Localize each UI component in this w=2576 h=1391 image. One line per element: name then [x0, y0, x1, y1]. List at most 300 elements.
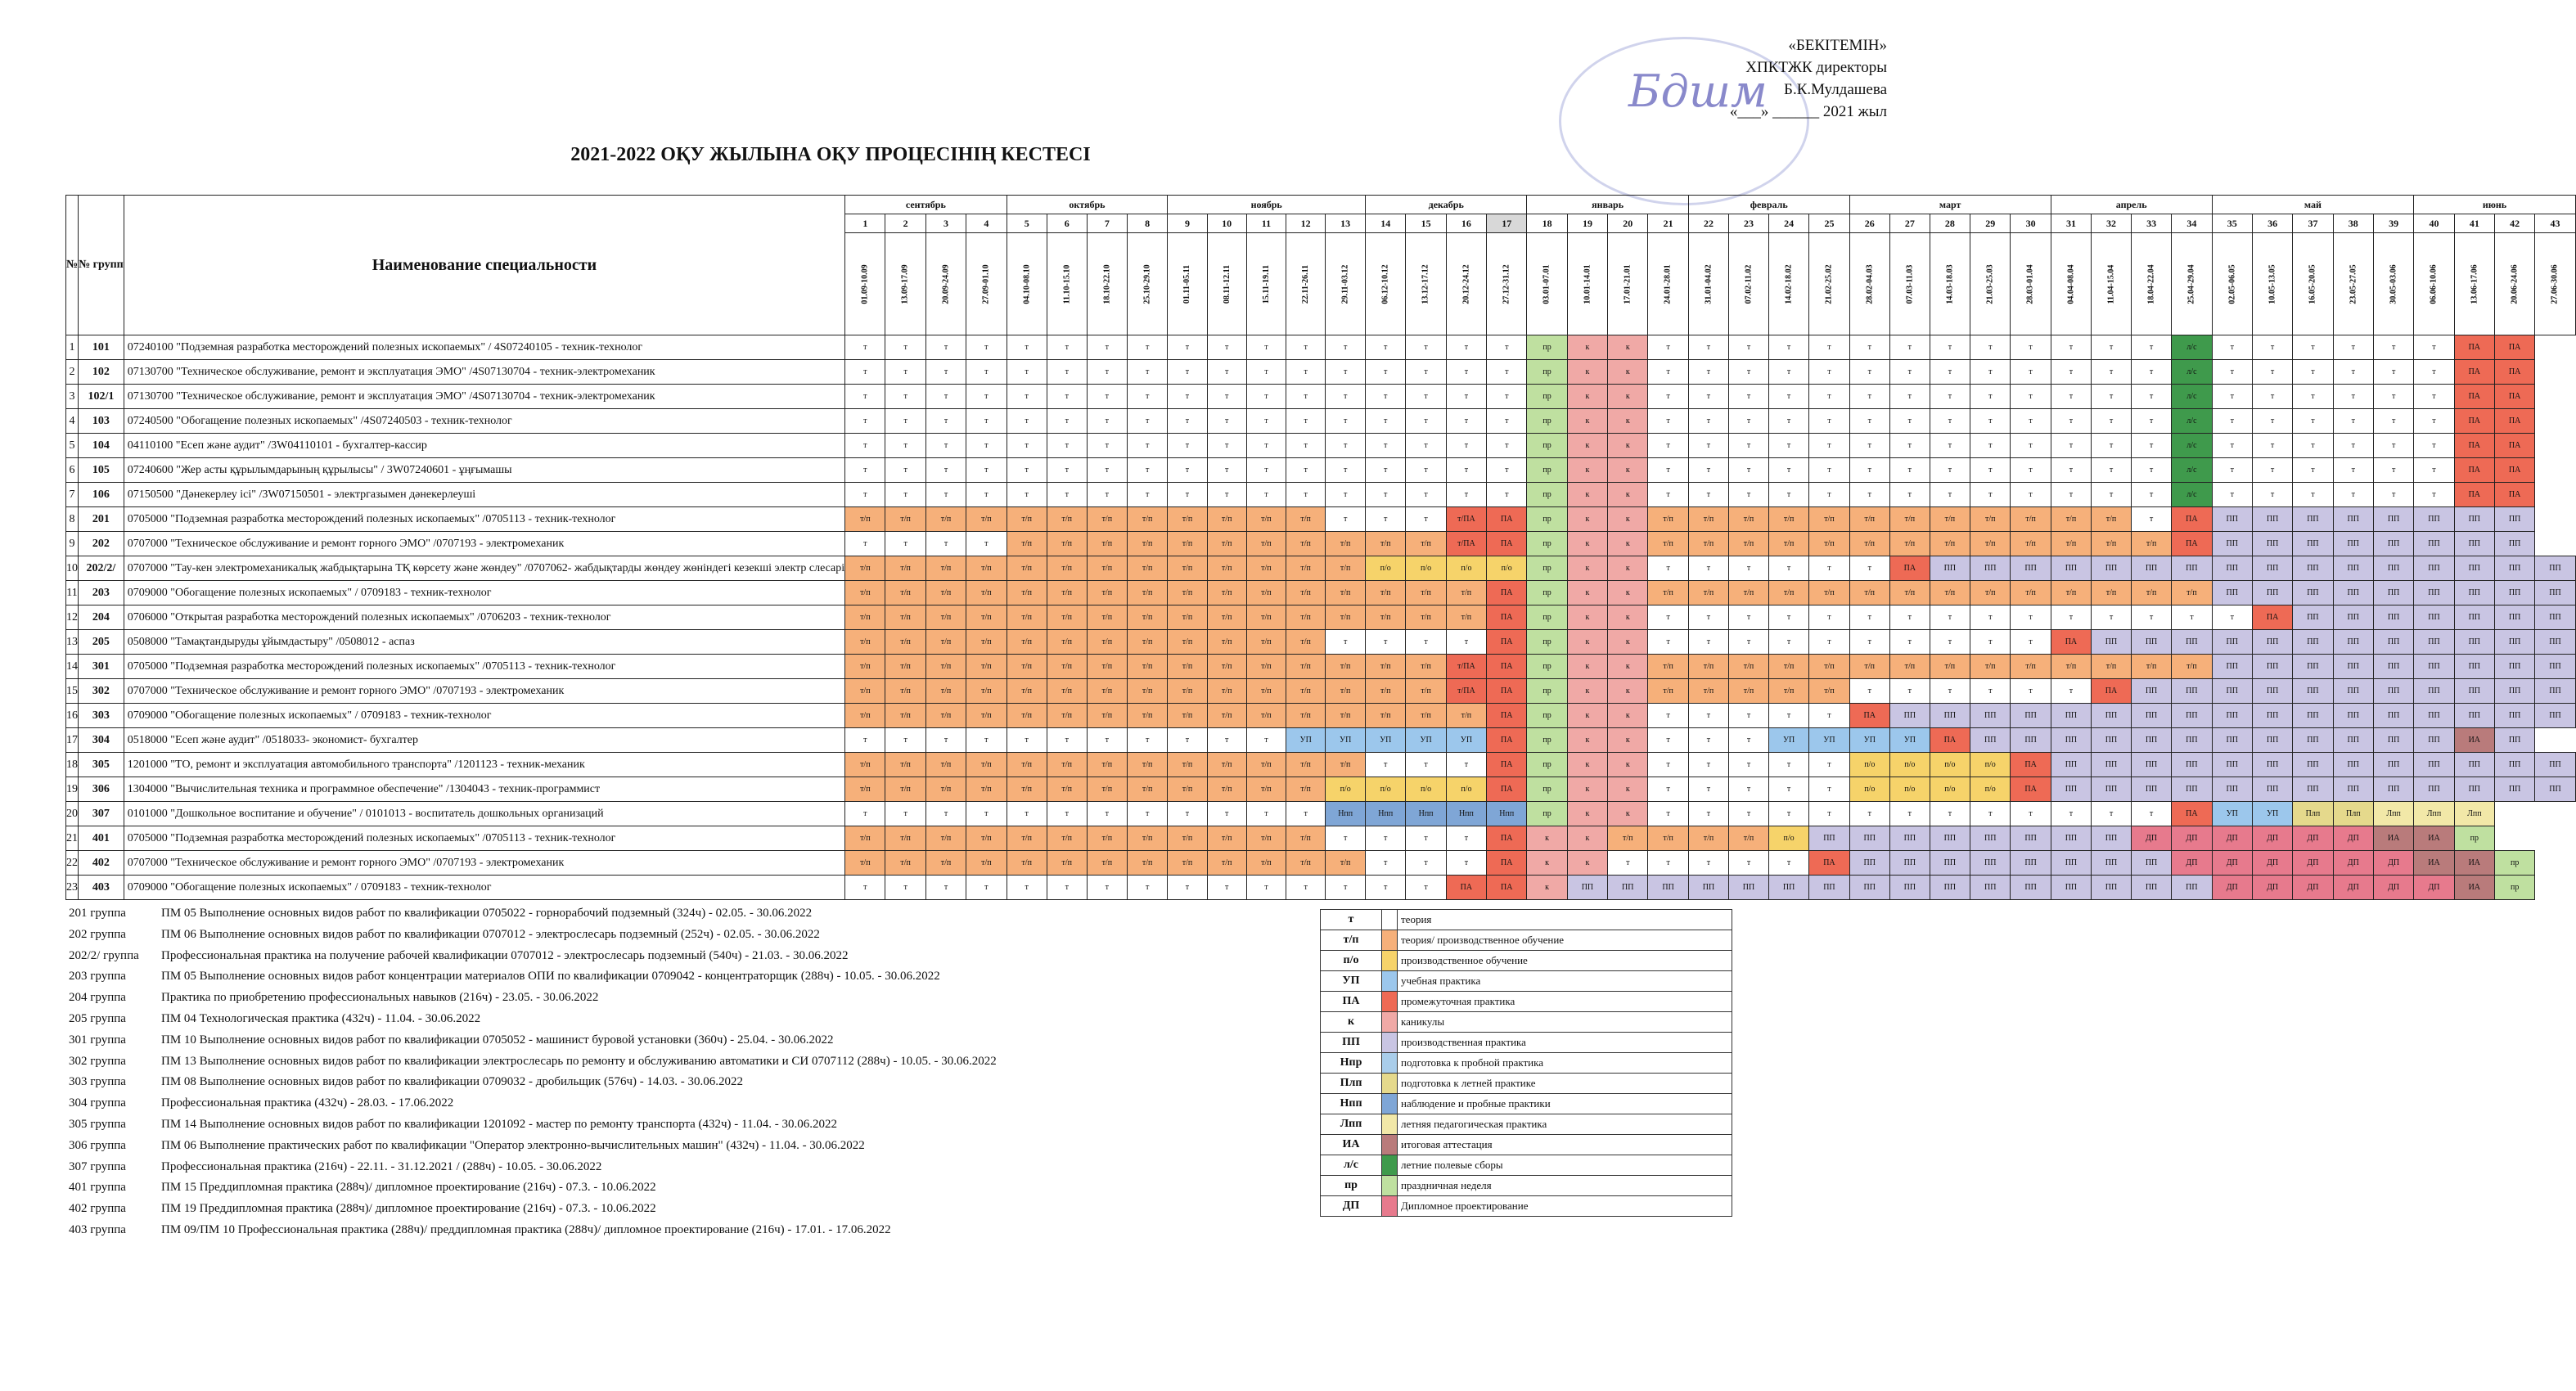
- schedule-cell: т: [1366, 753, 1406, 777]
- schedule-cell: т: [2092, 802, 2132, 826]
- schedule-cell: т: [845, 335, 885, 360]
- schedule-cell: т: [1648, 851, 1688, 876]
- schedule-cell: т: [966, 385, 1007, 409]
- schedule-cell: т/ПА: [1446, 532, 1486, 556]
- schedule-cell: т: [1047, 360, 1087, 385]
- schedule-cell: т/п: [1127, 507, 1167, 532]
- week-number: 42: [2494, 214, 2534, 233]
- schedule-cell: ПП: [2212, 532, 2252, 556]
- schedule-cell: т: [1648, 802, 1688, 826]
- schedule-cell: к: [1567, 728, 1607, 753]
- specialty-name: 1304000 "Вычислительная техника и программное обеспечение" /1304043 - техник-программист: [124, 777, 844, 802]
- schedule-cell: ПП: [1849, 826, 1889, 851]
- schedule-cell: т: [1246, 458, 1286, 483]
- schedule-cell: ДП: [2252, 876, 2292, 900]
- specialty-name: 07240500 "Обогащение полезных ископаемых" /4S07240503 - техник-технолог: [124, 409, 844, 434]
- group-code: 202: [79, 532, 124, 556]
- schedule-cell: т: [925, 876, 966, 900]
- schedule-cell: ПП: [2494, 630, 2534, 655]
- schedule-cell: т: [925, 434, 966, 458]
- schedule-cell: т: [925, 409, 966, 434]
- schedule-cell: Лпп: [2454, 802, 2494, 826]
- schedule-cell: Нпп: [1446, 802, 1486, 826]
- schedule-cell: ПА: [2494, 409, 2534, 434]
- schedule-cell: ПА: [1487, 507, 1527, 532]
- schedule-cell: т/п: [1007, 532, 1047, 556]
- schedule-cell: т/п: [1047, 556, 1087, 581]
- schedule-cell: ПП: [2051, 851, 2091, 876]
- week-number: 3: [925, 214, 966, 233]
- week-dates: [2333, 233, 2373, 335]
- schedule-cell: ПП: [2293, 704, 2333, 728]
- schedule-cell: т/п: [1648, 826, 1688, 851]
- schedule-cell: т/п: [1286, 679, 1326, 704]
- schedule-cell: т: [2131, 483, 2171, 507]
- note-group: 305 группа: [69, 1117, 126, 1131]
- group-code: 303: [79, 704, 124, 728]
- schedule-cell: ПП: [2494, 753, 2534, 777]
- schedule-cell: т/п: [1446, 581, 1486, 605]
- schedule-cell: ПП: [2051, 777, 2091, 802]
- table-row: [66, 434, 2576, 458]
- legend-description: итоговая аттестация: [1398, 1135, 1732, 1155]
- schedule-cell: к: [1608, 335, 1648, 360]
- note-line: [69, 949, 997, 970]
- week-date-label: 28.03-01.04: [2026, 263, 2036, 304]
- week-number: 32: [2092, 214, 2132, 233]
- schedule-cell: ПП: [2535, 777, 2575, 802]
- group-code: 401: [79, 826, 124, 851]
- schedule-cell: ИА: [2454, 728, 2494, 753]
- schedule-cell: т: [1889, 335, 1930, 360]
- week-number: 33: [2131, 214, 2171, 233]
- schedule-cell: т: [1809, 458, 1849, 483]
- schedule-cell: ПА: [2494, 434, 2534, 458]
- schedule-cell: т/п: [1007, 826, 1047, 851]
- week-date-label: 07.03-11.03: [1905, 264, 1915, 304]
- week-date-label: 25.10-29.10: [1142, 263, 1152, 304]
- week-date-label: 10.01-14.01: [1583, 263, 1592, 304]
- schedule-cell: т/п: [1768, 507, 1808, 532]
- note-text: ПМ 10 Выполнение основных видов работ по квалификации 0705052 - машинист буровой установки (360ч) - 25.04. - 30.06.2022: [161, 1033, 834, 1047]
- schedule-cell: т/п: [2051, 581, 2091, 605]
- schedule-cell: т/п: [1047, 605, 1087, 630]
- schedule-cell: ПП: [2494, 777, 2534, 802]
- schedule-cell: т/п: [1648, 581, 1688, 605]
- week-date-label: 31.01-04.02: [1704, 263, 1714, 304]
- schedule-cell: т/п: [1246, 630, 1286, 655]
- schedule-cell: ПА: [2092, 679, 2132, 704]
- schedule-cell: ПП: [2131, 753, 2171, 777]
- schedule-cell: т: [1889, 605, 1930, 630]
- schedule-cell: т/п: [1648, 532, 1688, 556]
- specialty-name: 0705000 "Подземная разработка месторождений полезных ископаемых" /0705113 - техник-технолог: [124, 507, 844, 532]
- schedule-cell: т: [2373, 409, 2413, 434]
- schedule-cell: ПП: [1970, 826, 2011, 851]
- note-line: [69, 1055, 997, 1076]
- schedule-cell: т/п: [1047, 704, 1087, 728]
- schedule-cell: ПП: [2051, 876, 2091, 900]
- schedule-cell: т/п: [1688, 655, 1728, 679]
- group-code: 204: [79, 605, 124, 630]
- schedule-cell: ИА: [2373, 826, 2413, 851]
- schedule-cell: т: [885, 385, 925, 409]
- schedule-cell: т/п: [1207, 605, 1246, 630]
- week-date-label: 13.12-17.12: [1421, 263, 1431, 304]
- schedule-cell: т: [1849, 458, 1889, 483]
- schedule-cell: т: [1930, 335, 1970, 360]
- group-code: 402: [79, 851, 124, 876]
- week-dates: [1127, 233, 1167, 335]
- schedule-cell: ПА: [2494, 360, 2534, 385]
- schedule-cell: ПП: [2454, 704, 2494, 728]
- schedule-cell: т/п: [845, 581, 885, 605]
- legend-swatch: [1382, 1176, 1398, 1196]
- schedule-cell: ПП: [2414, 581, 2454, 605]
- schedule-cell: ПП: [2373, 704, 2413, 728]
- schedule-cell: т/п: [1047, 753, 1087, 777]
- schedule-cell: ПП: [2333, 704, 2373, 728]
- schedule-cell: пр: [1527, 581, 1567, 605]
- schedule-cell: п/о: [1970, 753, 2011, 777]
- schedule-cell: т/п: [1849, 532, 1889, 556]
- schedule-cell: ПП: [2494, 532, 2534, 556]
- schedule-cell: т: [2051, 458, 2091, 483]
- row-number: 10: [66, 556, 79, 581]
- schedule-cell: т: [1487, 434, 1527, 458]
- schedule-cell: т: [2333, 335, 2373, 360]
- schedule-cell: т: [1047, 483, 1087, 507]
- table-row: [66, 630, 2576, 655]
- schedule-cell: т/п: [1809, 507, 1849, 532]
- schedule-cell: т: [1446, 753, 1486, 777]
- schedule-cell: т: [966, 802, 1007, 826]
- schedule-cell: к: [1608, 556, 1648, 581]
- schedule-cell: пр: [1527, 360, 1567, 385]
- schedule-cell: т/п: [1326, 556, 1366, 581]
- header-group: № групп: [79, 196, 124, 335]
- schedule-cell: ПП: [2092, 728, 2132, 753]
- schedule-cell: т/п: [1930, 507, 1970, 532]
- schedule-cell: пр: [1527, 483, 1567, 507]
- specialty-name: 0706000 "Открытая разработка месторождений полезных ископаемых" /0706203 - техник-технолог: [124, 605, 844, 630]
- schedule-cell: т: [1688, 409, 1728, 434]
- schedule-cell: к: [1608, 753, 1648, 777]
- table-row: [66, 753, 2576, 777]
- schedule-cell: т: [885, 483, 925, 507]
- schedule-cell: т/п: [925, 655, 966, 679]
- schedule-cell: п/о: [1366, 556, 1406, 581]
- schedule-cell: ПП: [2051, 826, 2091, 851]
- schedule-cell: т: [1729, 556, 1769, 581]
- schedule-cell: ПА: [1487, 826, 1527, 851]
- legend-row: [1321, 971, 1732, 992]
- legend-swatch: [1382, 1053, 1398, 1074]
- row-number: 19: [66, 777, 79, 802]
- week-date-label: 27.09-01.10: [981, 263, 991, 304]
- note-line: [69, 1075, 997, 1096]
- legend-description: Дипломное проектирование: [1398, 1196, 1732, 1217]
- note-line: [69, 1096, 997, 1118]
- schedule-cell: т: [1930, 360, 1970, 385]
- schedule-cell: т: [1648, 556, 1688, 581]
- schedule-cell: к: [1567, 802, 1607, 826]
- week-date-label: 14.03-18.03: [1945, 263, 1955, 304]
- schedule-cell: т: [1768, 335, 1808, 360]
- schedule-cell: ПП: [2092, 826, 2132, 851]
- schedule-cell: к: [1567, 360, 1607, 385]
- specialty-name: 0707000 "Техническое обслуживание и ремонт горного ЭМО" /0707193 - электромеханик: [124, 532, 844, 556]
- legend-swatch: [1382, 1094, 1398, 1114]
- legend-swatch: [1382, 1074, 1398, 1094]
- schedule-cell: пр: [1527, 385, 1567, 409]
- week-number: 5: [1007, 214, 1047, 233]
- schedule-cell: т: [1286, 458, 1326, 483]
- schedule-cell: ПП: [2373, 507, 2413, 532]
- schedule-cell: ПП: [1567, 876, 1607, 900]
- schedule-cell: ДП: [2333, 851, 2373, 876]
- row-number: 7: [66, 483, 79, 507]
- schedule-cell: т/п: [1246, 532, 1286, 556]
- schedule-cell: т: [845, 728, 885, 753]
- schedule-cell: т: [2011, 458, 2051, 483]
- week-date-label: 27.06-30.06: [2551, 263, 2560, 304]
- schedule-cell: т: [2172, 605, 2212, 630]
- schedule-cell: пр: [1527, 458, 1567, 483]
- schedule-cell: т: [1930, 630, 1970, 655]
- schedule-cell: т: [1087, 458, 1127, 483]
- schedule-cell: ПП: [2333, 777, 2373, 802]
- row-number: 1: [66, 335, 79, 360]
- schedule-cell: т: [1889, 483, 1930, 507]
- schedule-cell: т: [1406, 826, 1446, 851]
- schedule-cell: ДП: [2293, 851, 2333, 876]
- schedule-cell: т: [1768, 458, 1808, 483]
- row-number: 20: [66, 802, 79, 826]
- schedule-cell: Нпп: [1366, 802, 1406, 826]
- schedule-cell: т/п: [1047, 851, 1087, 876]
- week-number: 17: [1487, 214, 1527, 233]
- schedule-cell: т/п: [966, 630, 1007, 655]
- table-row: [66, 581, 2576, 605]
- schedule-cell: т/п: [1246, 753, 1286, 777]
- schedule-cell: ПА: [1487, 728, 1527, 753]
- schedule-cell: т/п: [1007, 704, 1047, 728]
- schedule-cell: т: [2212, 458, 2252, 483]
- row-number: 11: [66, 581, 79, 605]
- schedule-cell: т/п: [1768, 532, 1808, 556]
- schedule-cell: т: [1286, 385, 1326, 409]
- schedule-cell: ПП: [2212, 581, 2252, 605]
- schedule-cell: т/п: [2051, 507, 2091, 532]
- schedule-cell: к: [1567, 483, 1607, 507]
- schedule-cell: т: [2414, 434, 2454, 458]
- schedule-cell: т/п: [885, 704, 925, 728]
- schedule-cell: к: [1608, 630, 1648, 655]
- schedule-cell: к: [1608, 532, 1648, 556]
- schedule-cell: т: [1406, 851, 1446, 876]
- schedule-cell: т: [1326, 483, 1366, 507]
- schedule-cell: т: [1406, 335, 1446, 360]
- legend-swatch: [1382, 910, 1398, 930]
- week-date-label: 08.11-12.11: [1222, 264, 1232, 304]
- schedule-cell: т: [1366, 434, 1406, 458]
- week-dates: [1246, 233, 1286, 335]
- schedule-cell: т: [1007, 728, 1047, 753]
- schedule-cell: т: [1246, 483, 1286, 507]
- note-text: ПМ 14 Выполнение основных видов работ по квалификации 1201092 - мастер по ремонту транспорта (432ч) - 11.04. - 30.06.2022: [161, 1117, 837, 1131]
- schedule-cell: к: [1608, 728, 1648, 753]
- schedule-cell: к: [1567, 704, 1607, 728]
- week-date-label: 23.05-27.05: [2349, 263, 2358, 304]
- schedule-cell: ПА: [1487, 704, 1527, 728]
- specialty-name: 0705000 "Подземная разработка месторождений полезных ископаемых" /0705113 - техник-технолог: [124, 826, 844, 851]
- schedule-cell: т: [1047, 335, 1087, 360]
- schedule-cell: ПА: [1487, 753, 1527, 777]
- schedule-cell: т: [1930, 483, 1970, 507]
- schedule-cell: ПП: [2414, 605, 2454, 630]
- schedule-cell: т: [2011, 409, 2051, 434]
- schedule-cell: т/п: [1087, 605, 1127, 630]
- schedule-cell: ПА: [2172, 532, 2212, 556]
- schedule-cell: т: [1809, 556, 1849, 581]
- schedule-cell: ПА: [2172, 802, 2212, 826]
- schedule-cell: т/п: [1047, 679, 1087, 704]
- week-dates: [1608, 233, 1648, 335]
- director-signature: Бдшм: [1628, 65, 1768, 117]
- schedule-cell: т/п: [1168, 704, 1207, 728]
- schedule-cell: к: [1567, 532, 1607, 556]
- legend-description: теория/ производственное обучение: [1398, 930, 1732, 951]
- schedule-cell: пр: [1527, 704, 1567, 728]
- schedule-cell: т: [1970, 360, 2011, 385]
- schedule-cell: ПП: [2373, 777, 2413, 802]
- schedule-cell: к: [1567, 556, 1607, 581]
- week-date-label: 13.06-17.06: [2470, 263, 2479, 304]
- schedule-cell: к: [1608, 385, 1648, 409]
- legend-swatch: [1382, 1196, 1398, 1217]
- schedule-cell: т: [1487, 409, 1527, 434]
- schedule-cell: Лпп: [2373, 802, 2413, 826]
- month-header: январь: [1527, 196, 1688, 214]
- schedule-cell: ПП: [2333, 507, 2373, 532]
- schedule-cell: ДП: [2131, 826, 2171, 851]
- schedule-cell: т/п: [1688, 581, 1728, 605]
- legend-row: [1321, 930, 1732, 951]
- week-number: 37: [2293, 214, 2333, 233]
- specialty-name: 07150500 "Дәнекерлеу ісі" /3W07150501 - электргазымен дәнекерлеуші: [124, 483, 844, 507]
- schedule-cell: т/п: [1207, 851, 1246, 876]
- schedule-cell: т: [2414, 483, 2454, 507]
- schedule-cell: т/п: [885, 630, 925, 655]
- schedule-cell: ПП: [2494, 728, 2534, 753]
- schedule-cell: т: [1047, 802, 1087, 826]
- legend-swatch: [1382, 1114, 1398, 1135]
- schedule-cell: т: [1286, 335, 1326, 360]
- schedule-cell: ПП: [2172, 728, 2212, 753]
- schedule-cell: ПП: [2333, 655, 2373, 679]
- schedule-cell: т: [1246, 434, 1286, 458]
- schedule-cell: т: [1648, 728, 1688, 753]
- week-date-label: 28.02-04.03: [1865, 263, 1875, 304]
- schedule-cell: т/п: [1286, 532, 1326, 556]
- week-number: 11: [1246, 214, 1286, 233]
- week-date-label: 18.10-22.10: [1102, 263, 1112, 304]
- schedule-cell: т/п: [1168, 851, 1207, 876]
- week-dates: [1970, 233, 2011, 335]
- schedule-cell: т/п: [845, 679, 885, 704]
- schedule-cell: пр: [1527, 802, 1567, 826]
- schedule-cell: т/п: [1007, 655, 1047, 679]
- legend-row: [1321, 1094, 1732, 1114]
- schedule-cell: т: [885, 409, 925, 434]
- schedule-cell: ДП: [2373, 851, 2413, 876]
- schedule-cell: т: [1768, 630, 1808, 655]
- schedule-cell: т: [1688, 802, 1728, 826]
- schedule-cell: к: [1527, 851, 1567, 876]
- schedule-cell: т/п: [1809, 679, 1849, 704]
- week-dates: [2252, 233, 2292, 335]
- schedule-cell: т: [2333, 458, 2373, 483]
- schedule-cell: ПП: [1970, 556, 2011, 581]
- schedule-cell: т/п: [1286, 777, 1326, 802]
- schedule-cell: т: [845, 360, 885, 385]
- schedule-cell: т: [2011, 434, 2051, 458]
- schedule-cell: т/п: [1366, 581, 1406, 605]
- schedule-cell: ДП: [2333, 876, 2373, 900]
- legend-table: [1320, 909, 1732, 1217]
- schedule-cell: ПП: [2252, 704, 2292, 728]
- schedule-cell: т/п: [1768, 655, 1808, 679]
- week-number: 26: [1849, 214, 1889, 233]
- schedule-cell: ПП: [2333, 532, 2373, 556]
- schedule-cell: УП: [1446, 728, 1486, 753]
- row-number: 15: [66, 679, 79, 704]
- schedule-cell: ПП: [2414, 728, 2454, 753]
- table-row: [66, 385, 2576, 409]
- schedule-cell: т: [1286, 483, 1326, 507]
- week-dates: [2092, 233, 2132, 335]
- schedule-cell: т/п: [1007, 605, 1047, 630]
- schedule-cell: т: [1849, 335, 1889, 360]
- schedule-cell: т: [2092, 360, 2132, 385]
- schedule-cell: т: [1366, 876, 1406, 900]
- schedule-cell: к: [1567, 409, 1607, 434]
- note-text: ПМ 05 Выполнение основных видов работ по квалификации 0705022 - горнорабочий подземный (324ч) - 02.05. - 30.06.2022: [161, 907, 813, 920]
- specialty-name: 04110100 "Есеп және аудит" /3W04110101 - бухгалтер-кассир: [124, 434, 844, 458]
- schedule-cell: т/п: [1168, 507, 1207, 532]
- schedule-cell: ПП: [2172, 630, 2212, 655]
- schedule-cell: т: [2373, 385, 2413, 409]
- week-dates: [1729, 233, 1769, 335]
- schedule-cell: т: [1768, 434, 1808, 458]
- schedule-cell: т: [1366, 483, 1406, 507]
- schedule-cell: л/с: [2172, 385, 2212, 409]
- schedule-cell: т: [1768, 753, 1808, 777]
- note-line: [69, 1139, 997, 1160]
- schedule-cell: ПП: [2051, 728, 2091, 753]
- schedule-cell: т: [2011, 605, 2051, 630]
- schedule-cell: т: [845, 385, 885, 409]
- schedule-cell: т: [1207, 483, 1246, 507]
- schedule-cell: пр: [1527, 605, 1567, 630]
- schedule-cell: т: [2212, 409, 2252, 434]
- schedule-cell: ПП: [1688, 876, 1728, 900]
- schedule-cell: т/п: [1007, 777, 1047, 802]
- week-dates: [1087, 233, 1127, 335]
- schedule-cell: т: [1207, 385, 1246, 409]
- schedule-cell: пр: [2494, 851, 2534, 876]
